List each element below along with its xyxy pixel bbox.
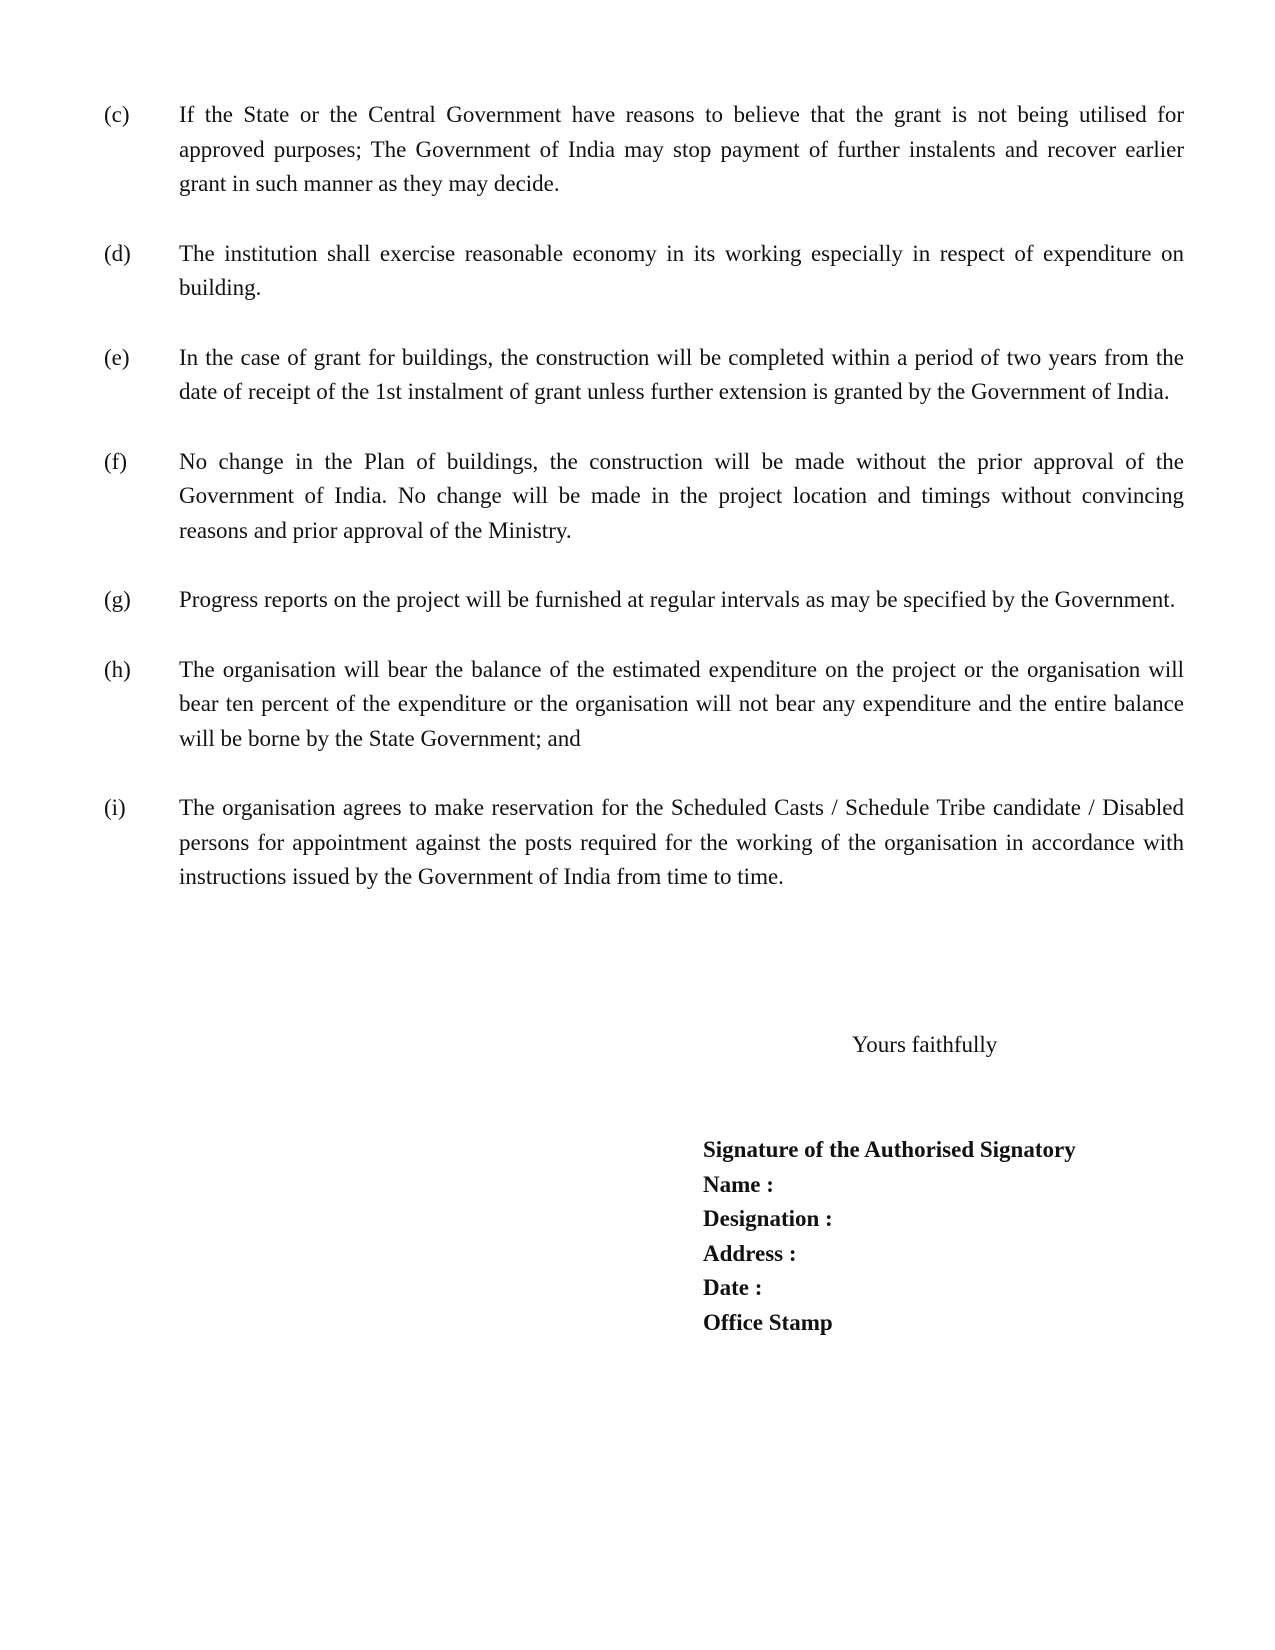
clause-g bbox=[104, 583, 1184, 618]
clause-text: Progress reports on the project will be furnished at regular intervals as may be specified by the Government. bbox=[179, 587, 1176, 612]
clause-label: (h) bbox=[104, 656, 131, 682]
clause-label: (g) bbox=[104, 587, 131, 612]
conditions-list bbox=[104, 98, 1184, 930]
clause-d bbox=[104, 237, 1184, 306]
clause-label: (d) bbox=[104, 240, 131, 266]
clause-label: (c) bbox=[104, 102, 130, 127]
signature-address-label: Address : bbox=[703, 1240, 797, 1266]
clause-text: The institution shall exercise reasonable economy in its working especially in respect of expenditure on building. bbox=[179, 240, 1184, 300]
signature-block bbox=[703, 1133, 1076, 1340]
clause-text: If the State or the Central Government have reasons to believe that the grant is not being utilised for approved purposes; The Government of India may stop payment of further instalents and recover earlier grant in such manner as they may decide. bbox=[179, 102, 1184, 196]
clause-i bbox=[104, 791, 1184, 895]
signature-title: Signature of the Authorised Signatory bbox=[703, 1137, 1076, 1162]
clause-h bbox=[104, 653, 1184, 757]
clause-label: (e) bbox=[104, 344, 130, 370]
clause-e bbox=[104, 341, 1184, 410]
clause-text: In the case of grant for buildings, the construction will be completed within a period of two years from the date of receipt of the 1st instalment of grant unless further extension is granted by the Government of India. bbox=[179, 344, 1184, 404]
clause-label: (f) bbox=[104, 448, 127, 474]
clause-text: No change in the Plan of buildings, the construction will be made without the prior approval of the Government of India. No change will be made in the project location and timings without convincing reasons and prior approval of the Ministry. bbox=[179, 448, 1184, 543]
clause-text: The organisation will bear the balance of the estimated expenditure on the project or the organisation will bear ten percent of the expenditure or the organisation will not bear any expenditure and the entire balance will be borne by the State Government; and bbox=[179, 656, 1184, 751]
closing-salutation: Yours faithfully bbox=[852, 1032, 998, 1057]
clause-c bbox=[104, 98, 1184, 202]
clause-label: (i) bbox=[104, 795, 126, 820]
signature-name-label: Name : bbox=[703, 1171, 774, 1197]
signature-office-stamp-label: Office Stamp bbox=[703, 1309, 833, 1335]
clause-text: The organisation agrees to make reservation for the Scheduled Casts / Schedule Tribe candidate / Disabled persons for appointment against the posts required for the working of the organisation in accordance with instructions issued by the Government of India from time to time. bbox=[179, 795, 1184, 889]
clause-f bbox=[104, 445, 1184, 549]
signature-designation-label: Designation : bbox=[703, 1206, 833, 1231]
signature-date-label: Date : bbox=[703, 1275, 763, 1300]
